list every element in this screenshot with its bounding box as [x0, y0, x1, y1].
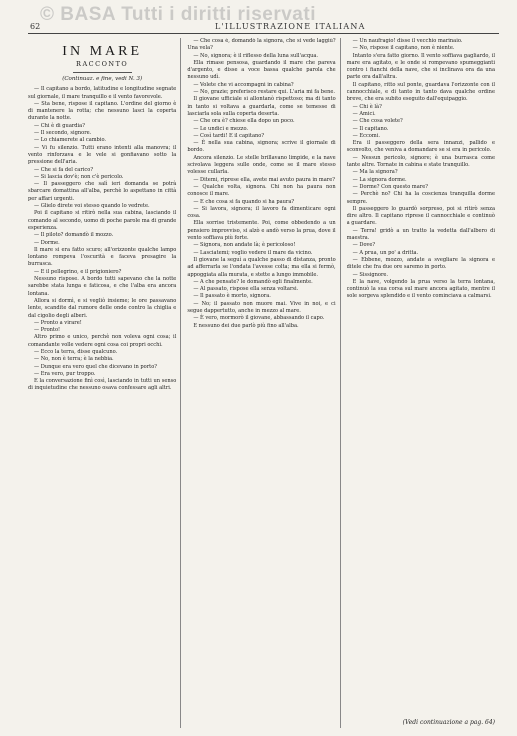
paragraph: — Signora, non andate là; è pericoloso! [193, 242, 296, 249]
paragraph: — No, signora; è il riflesso della luna sull'acqua. [193, 52, 319, 59]
paragraph: — Le undici e mezzo. [193, 125, 249, 132]
article-title: IN MARE [62, 44, 143, 59]
column-3 [347, 38, 499, 728]
paragraph: Altro primo e unico, perchè non voleva ogni cosa; il comandante volle vedere ogni cosa coi propri occhi. [28, 334, 177, 348]
column-2 [187, 38, 340, 728]
paragraph: — Che si fa del carico? [34, 166, 94, 173]
paragraph: — È nella sua cabina, signora; scrive il giornale di bordo. [187, 140, 336, 154]
paragraph: — A che pensate? le domandò egli finalmente. [193, 278, 313, 285]
running-head: L'ILLUSTRAZIONE ITALIANA [215, 22, 366, 31]
paragraph: — Che cosa è, domandò la signora, che si vede laggiù? Una vela? [187, 38, 336, 52]
paragraph: — Lo chiamerete al cambio. [34, 137, 107, 144]
paragraph: — Il passeggero che salì ieri domanda se potrà sbarcare domattina all'alba, perchè lo aspettano in città per affari urgenti. [28, 181, 177, 202]
footer-note: (Vedi continuazione a pag. 64) [402, 719, 495, 726]
paragraph: Poi il capitano si ritirò nella sua cabina, lasciando il comando al secondo, uomo di poche parole ma di grande esperienza. [28, 210, 177, 231]
paragraph: — Terra! gridò a un tratto la vedetta dall'albero di maestra. [346, 227, 495, 242]
paragraph: Il capitano, ritto sul ponte, guardava l'orizzonte con il cannocchiale, e di tanto in tanto dava qualche ordine breve, che era subito eseguito dall'equipaggio. [346, 81, 495, 103]
watermark: © BASA Tutti i diritti riservati [40, 4, 316, 25]
article-columns [28, 38, 499, 728]
paragraph: — È vero, mormorò il giovane, abbassando il capo. [193, 315, 325, 322]
paragraph: — Qualche volta, signora. Chi non ha paura non conosce il mare. [187, 183, 336, 198]
paragraph: — No, non è terra; è la nebbia. [34, 356, 114, 363]
paragraph: — Che cosa volete? [352, 118, 403, 125]
paragraph: Ella rimase pensosa, guardando il mare che pareva d'argento, e disse a voce bassa qualche parola che nessuno udì. [187, 59, 336, 81]
column-1-body [28, 86, 176, 392]
paragraph: — Ditemi, riprese ella, avete mai avuto paura in mare? [193, 176, 335, 183]
paragraph: — Così tardi! E il capitano? [193, 132, 265, 139]
paragraph: — E il pellegrino, e il prigioniero? [34, 268, 122, 275]
header-rule [28, 33, 499, 34]
paragraph: — Sissignore. [352, 271, 389, 278]
paragraph: Il mare si era fatto scuro; all'orizzonte qualche lampo lontano rompeva l'oscurità e faceva presagire la burrasca. [28, 246, 177, 268]
column-1 [28, 38, 181, 728]
paragraph: — Vi fu silenzio. Tutti erano intenti alla manovra; il vento rinforzava e le vele si gonfiavano sotto la pressione dell'aria. [28, 144, 177, 166]
paragraph: — No; il passato non muore mai. Vive in noi, e ci segue dappertutto, anche in mezzo al mare. [187, 300, 336, 314]
paragraph: — No, grazie; preferisco restare qui. L'aria mi fa bene. [193, 89, 335, 96]
paragraph: — Il capitano. [352, 125, 389, 132]
paragraph: — Glielo direte voi stesso quando lo vedrete. [34, 203, 150, 210]
paragraph: Ancora silenzio. Le stelle brillavano limpide, e la nave scivolava leggera sulle onde, come se il mare stesso volesse cullarla. [187, 154, 336, 176]
paragraph: — Che ora è? chiese ella dopo un poco. [193, 118, 295, 125]
title-divider [73, 72, 132, 73]
paragraph: — Si lavora, signora; il lavoro fa dimenticare ogni cosa. [187, 205, 336, 220]
paragraph: — No, rispose il capitano, non è niente. [352, 45, 455, 52]
paragraph: — Amici. [352, 110, 376, 117]
paragraph: — Dorme. [34, 239, 60, 246]
paragraph: Il passeggero lo guardò sorpreso, poi si ritirò senza dire altro. Il capitano riprese il cannocchiale e continuò a guardare. [346, 205, 495, 227]
paragraph: — Lasciatemi; voglio vedere il mare da vicino. [193, 249, 313, 256]
paragraph: — La signora dorme. [352, 176, 407, 183]
paragraph: — Volete che vi accompagni in cabina? [193, 81, 294, 88]
paragraph: — Dunque era vero quel che dicevano in porto? [34, 363, 157, 370]
paragraph: — Eccomi. [352, 132, 380, 139]
paragraph: — Il capitano a bordo, latitudine e longitudine segnate sul giornale, il mare tranquillo e il vento favorevole. [28, 86, 177, 100]
paragraph: — Perchè no? Chi ha la coscienza tranquilla dorme sempre. [346, 191, 495, 205]
paragraph: — Sta bene, rispose il capitano. L'ordine del giorno è di mantenere la rotta; che nessuno lasci la coperta durante la notte. [28, 100, 177, 122]
paragraph: — Il passato è morto, signora. [193, 293, 271, 300]
paragraph: Il giovane ufficiale si allontanò rispettoso; ma di tanto in tanto si voltava a guardarla, come se temesse di lasciarla sola sulla coperta deserta. [187, 96, 336, 117]
paragraph: Era il passeggero della sera innanzi, pallido e sconvolto, che veniva a domandare se si era in pericolo. [346, 140, 495, 154]
paragraph: — Era vero, pur troppo. [34, 370, 96, 377]
paragraph: — Pronto! [34, 327, 61, 334]
paragraph: — Dorme? Con questo mare? [352, 183, 428, 190]
paragraph: — Chi è là? [352, 103, 382, 110]
paragraph: Allora si dormì, e si vegliò insieme; le ore passavano lente, scandite dal rumore delle onde contro la chiglia e dal cigolio degli alberi. [28, 297, 177, 319]
paragraph: — Un naufragio! disse il vecchio marinaio. [352, 38, 463, 44]
page-number: 62 [30, 22, 41, 31]
paragraph: E nessuno dei due parlò più fino all'alba. [193, 322, 299, 329]
paragraph: — Al passato, rispose ella senza voltarsi. [193, 286, 299, 293]
paragraph: — Dove? [352, 242, 376, 249]
paragraph: E la nave, volgendo la prua verso la terra lontana, continuò la sua corsa sul mare ancora agitato, mentre il sole sorgeva splendido e il vento cominciava a calmarsi. [346, 278, 495, 300]
paragraph: — Ebbene, mozzo, andate a svegliare la signora e ditele che fra due ore saremo in porto. [346, 256, 495, 271]
paragraph: Il giovane la seguì a qualche passo di distanza, pronto ad afferrarla se l'ondata l'avesse colta; ma ella si fermò, appoggiata alla murata, e stette a lungo immobile. [187, 256, 336, 278]
article-subtitle: RACCONTO [76, 60, 129, 68]
paragraph: — Chi è di guardia? [34, 122, 85, 129]
paragraph: Intanto s'era fatto giorno. Il vento soffiava gagliardo, il mare era agitato, e le onde si rompevano spumeggianti contro i fianchi della nave, che si inclinava ora da una parte ora dall'altra. [346, 52, 495, 81]
paragraph: — A prua, un po' a dritta. [352, 249, 419, 256]
paragraph: — Ecco la terra, disse qualcuno. [34, 348, 118, 355]
paragraph: Nessuno rispose. A bordo tutti sapevano che la notte sarebbe stata lunga e faticosa, e che l'alba era ancora lontana. [28, 276, 177, 297]
paragraph: — Pronto a virare! [34, 319, 82, 326]
paragraph: — Il secondo, signore. [34, 130, 92, 137]
paragraph: — Nessun pericolo, signore; è una burrasca come tante altre. Tornate in cabina e state tranquillo. [346, 154, 495, 169]
continuation-note: (Continuaz. e fine, vedi N. 3) [62, 76, 143, 82]
paragraph: — E che cosa si fa quando si ha paura? [193, 198, 295, 205]
column-3-body [347, 38, 495, 301]
paragraph: Ella sorrise tristemente. Poi, come obbedendo a un pensiero improvviso, si alzò e andò verso la prua, dove il vento soffiava più forte. [187, 220, 336, 242]
paragraph: E la conversazione finì così, lasciando in tutti un senso di inquietudine che nessuno osava confessare agli altri. [28, 378, 177, 392]
column-2-body [187, 38, 335, 330]
paragraph: — Si lascia dov'è; non c'è pericolo. [34, 173, 124, 180]
paragraph: — Ma la signora? [352, 169, 398, 176]
paragraph: — Il piloto? domandò il mozzo. [34, 232, 114, 239]
